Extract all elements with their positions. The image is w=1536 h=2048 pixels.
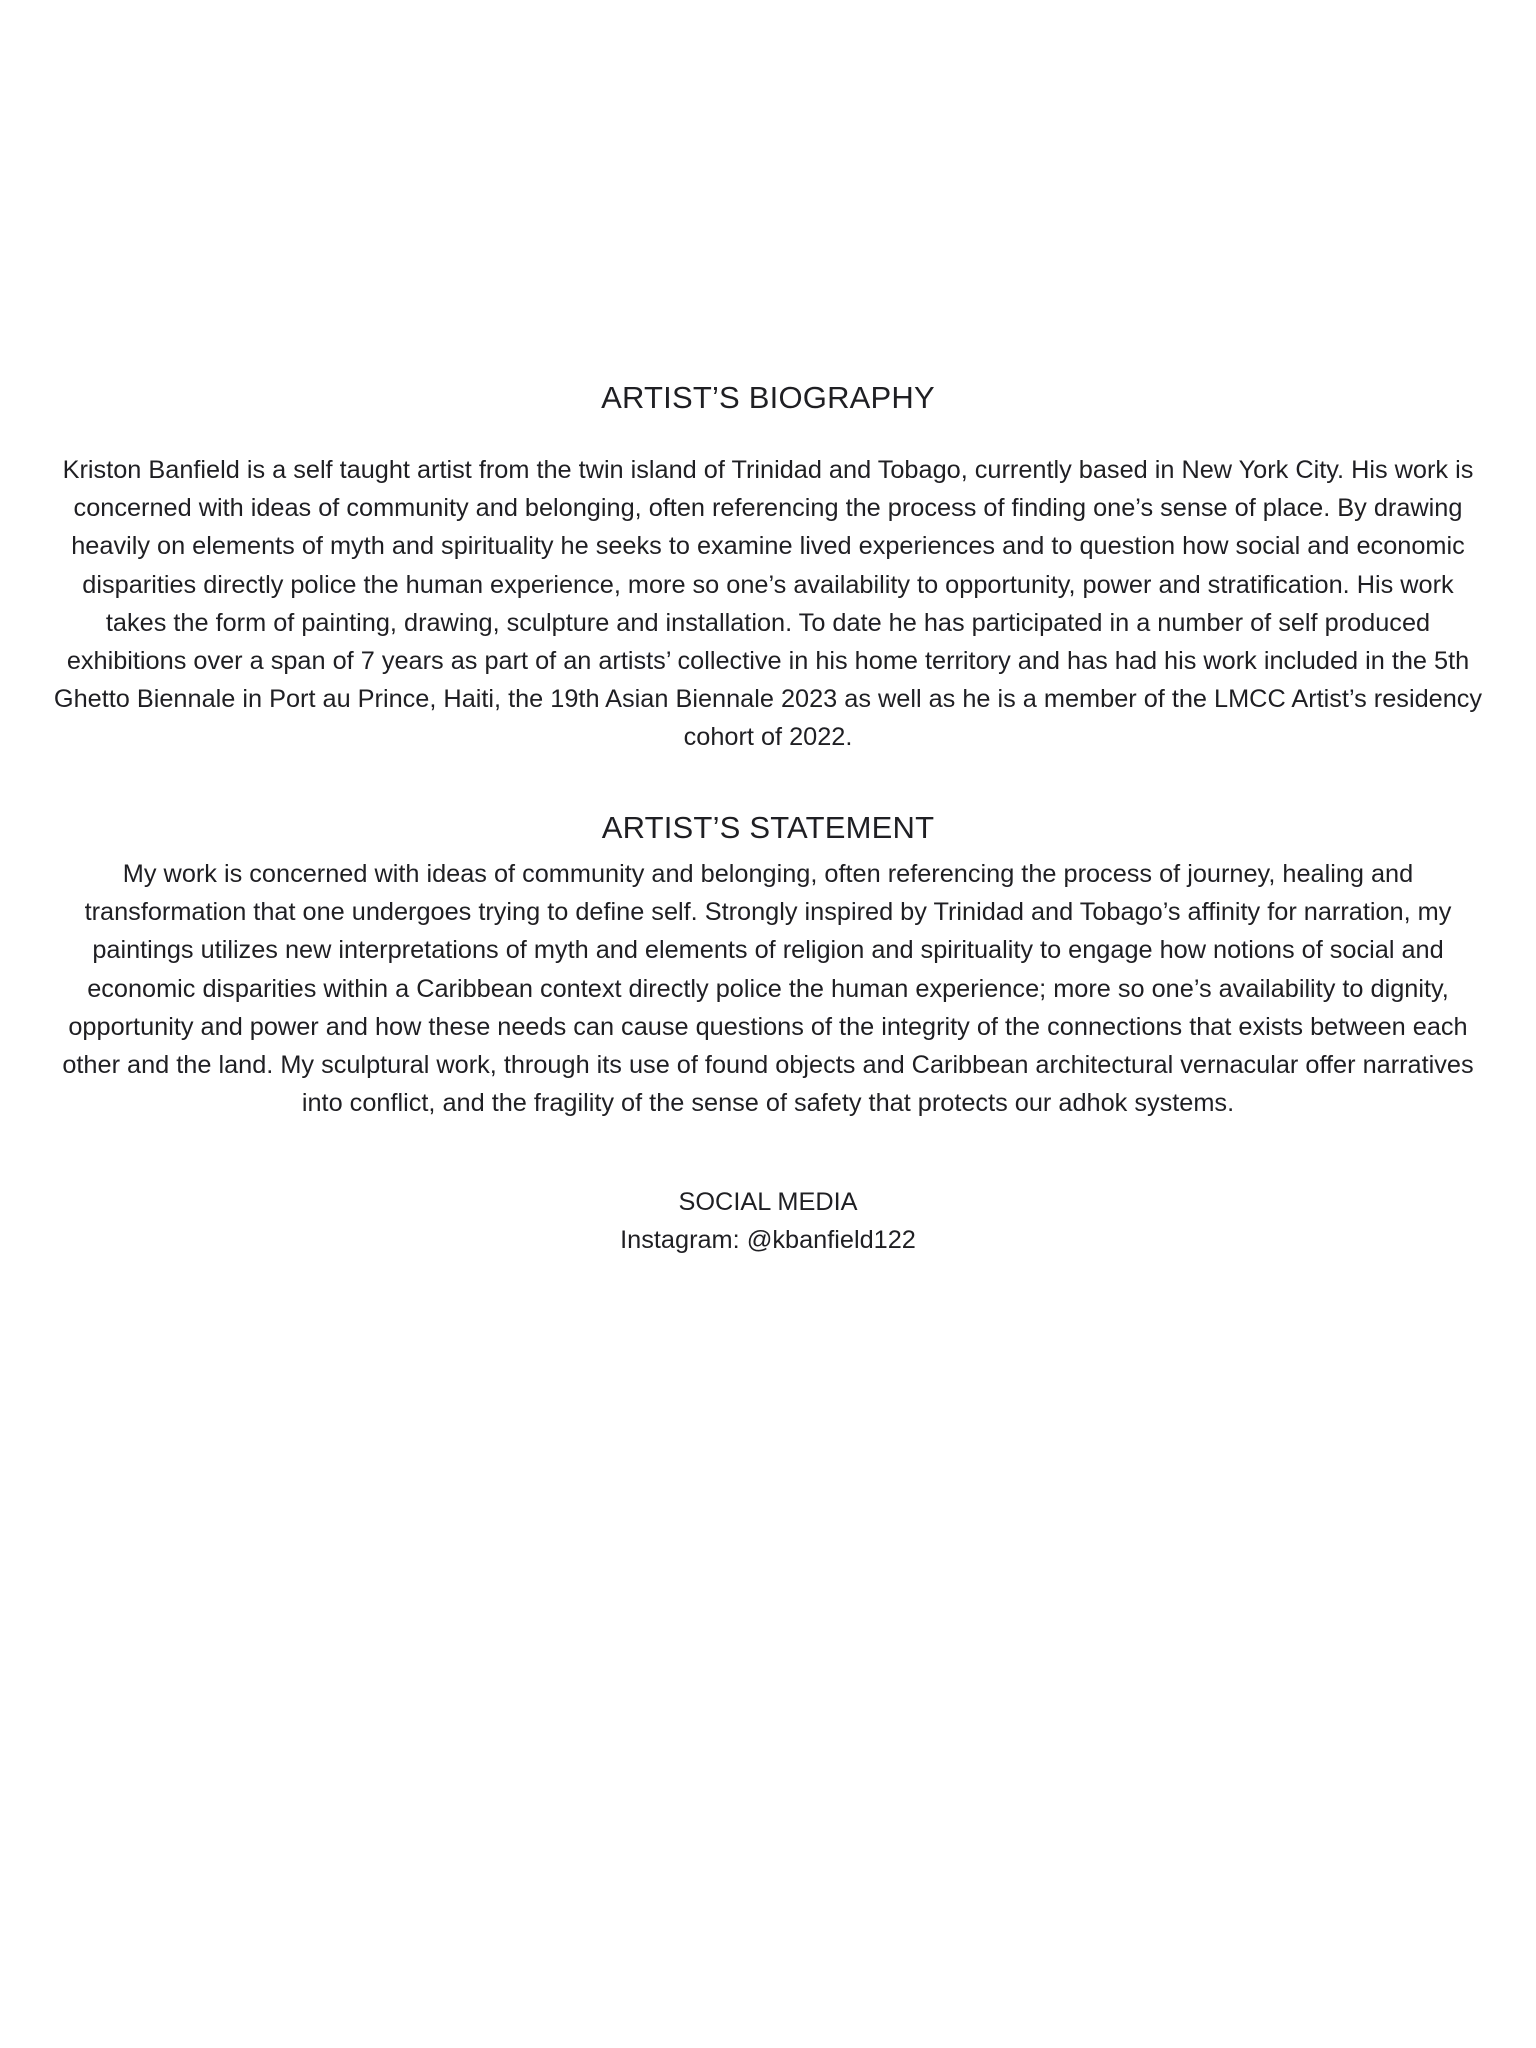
statement-text: My work is concerned with ideas of community and belonging, often referencing the process of journey, healing and transformation that one undergoes trying to define self. Strongly inspired by Trinidad and Tobago’s affinity for narration, my paintings utilizes new interpretations of myth and elements of religion and spirituality to engage how notions of social and economic disparities within a Caribbean context directly police the human experience; more so one’s availability to dignity, opportunity and power and how these needs can cause questions of the integrity of the connections that exists between each other and the land. My sculptural work, through its use of found objects and Caribbean architectural vernacular offer narratives into conflict, and the fragility of the sense of safety that protects our adhok systems. [62,860,1474,1118]
biography-heading: ARTIST’S BIOGRAPHY [601,380,935,415]
biography-text: Kriston Banfield is a self taught artist from the twin island of Trinidad and Tobago, currently based in New York City. His work is concerned with ideas of community and belonging, often referencing the process of finding one’s sense of place. By drawing heavily on elements of myth and spirituality he seeks to examine lived experiences and to question how social and economic disparities directly police the human experience, more so one’s availability to opportunity, power and stratification. His work takes the form of painting, drawing, sculpture and installation. To date he has participated in a number of self produced exhibitions over a span of 7 years as part of an artists’ collective in his home territory and has had his work included in the 5th Ghetto Biennale in Port au Prince, Haiti, the 19th Asian Biennale 2023 as well as he is a member of the LMCC Artist’s residency cohort of 2022. [53,456,1483,752]
statement-heading: ARTIST’S STATEMENT [601,810,935,845]
biography-section [52,451,1484,757]
social-media-heading: SOCIAL MEDIA [678,1188,858,1216]
biography-section-heading-wrap [52,378,1484,418]
social-media-section [52,1183,1484,1221]
social-media-handle-wrap [52,1221,1484,1259]
statement-section-heading-wrap [52,808,1484,848]
statement-section [52,855,1484,1122]
instagram-handle: Instagram: @kbanfield122 [620,1226,916,1254]
